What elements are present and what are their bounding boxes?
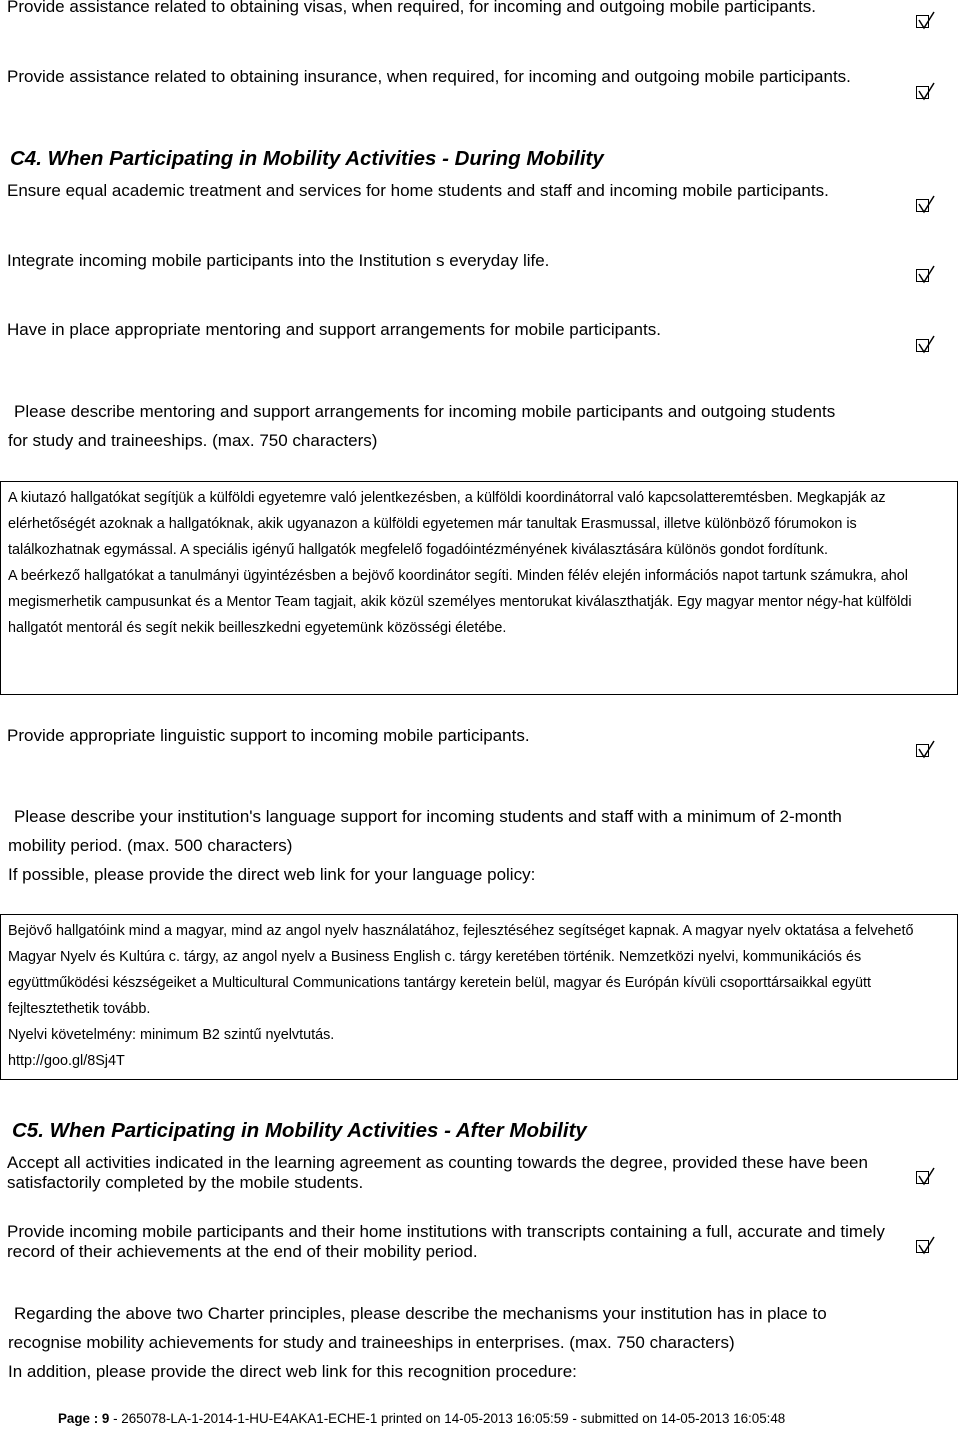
question-line: Please describe mentoring and support arrangements for incoming mobile participants and outgoing students <box>14 402 836 421</box>
question-line: Regarding the above two Charter principles, please describe the mechanisms your institution has in place to <box>14 1304 827 1323</box>
checked-checkbox-icon <box>916 339 929 352</box>
language-policy-link[interactable]: http://goo.gl/8Sj4T <box>8 1053 125 1069</box>
answer-paragraph: A kiutazó hallgatókat segítjük a külföldi egyetemre való jelentkezésben, a külföldi koordinátorral való kapcsolatteremtésben. Megkapják az elérhetőségét azoknak a hallgatóknak, akik ugyanazon a külföldi egyetemen már tanultak Erasmussal, illetve különböző fórumokon is találkozhatnak egymással. A speciális igényű hallgatók megfelelő fogadóintézményének kiválasztására különös gondot fordítunk. <box>8 490 886 558</box>
checked-checkbox-icon <box>916 1240 929 1253</box>
question-line: Please describe your institution's language support for incoming students and staff with a minimum of 2-month <box>14 807 842 826</box>
checked-checkbox-icon <box>916 199 929 212</box>
c4-item-integrate: Integrate incoming mobile participants into the Institution s everyday life. <box>7 251 550 270</box>
checked-checkbox-icon <box>916 86 929 99</box>
checked-checkbox-icon <box>916 15 929 28</box>
c3-item-insurance: Provide assistance related to obtaining insurance, when required, for incoming and outgoing mobile participants. <box>7 67 851 86</box>
question-mentoring <box>8 397 953 455</box>
section-heading-c5: C5. When Participating in Mobility Activities - After Mobility <box>12 1119 587 1142</box>
question-line: mobility period. (max. 500 characters) <box>8 836 293 855</box>
question-line: for study and traineeships. (max. 750 characters) <box>8 431 378 450</box>
question-line: In addition, please provide the direct web link for this recognition procedure: <box>8 1362 577 1381</box>
c5-item-accept-activities: Accept all activities indicated in the learning agreement as counting towards the degree, provided these have been satisfactorily completed by the mobile students. <box>7 1153 868 1192</box>
question-language-support <box>8 802 953 889</box>
footer-document-info: - 265078-LA-1-2014-1-HU-E4AKA1-ECHE-1 printed on 14-05-2013 16:05:59 - submitted on 14-05-2013 16:05:48 <box>109 1411 786 1426</box>
answer-paragraph: Bejövő hallgatóink mind a magyar, mind az angol nyelv használatához, fejlesztéséhez segítséget kapnak. A magyar nyelv oktatása a felvehető Magyar Nyelv és Kultúra c. tárgy, az angol nyelv a Business English c. tárgy keretében történik. Nemzetközi nyelvi, kommunikációs és együttműködési készségeiket a Multicultural Communications tantárgy keretein belül, magyar és Európán kívüli csoporttársaikkal együtt fejltesztethetik tovább. <box>8 923 914 1017</box>
answer-box-language <box>0 914 958 1080</box>
question-line: If possible, please provide the direct web link for your language policy: <box>8 865 536 884</box>
question-recognition <box>8 1299 953 1386</box>
page-footer <box>58 1409 785 1429</box>
question-line: recognise mobility achievements for study and traineeships in enterprises. (max. 750 characters) <box>8 1333 735 1352</box>
answer-box-mentoring <box>0 481 958 695</box>
c5-item-transcripts: Provide incoming mobile participants and their home institutions with transcripts containing a full, accurate and timely record of their achievements at the end of their mobility period. <box>7 1222 885 1261</box>
c4-item-linguistic: Provide appropriate linguistic support to incoming mobile participants. <box>7 726 530 745</box>
c4-item-mentoring: Have in place appropriate mentoring and support arrangements for mobile participants. <box>7 320 661 339</box>
c3-item-visas: Provide assistance related to obtaining visas, when required, for incoming and outgoing mobile participants. <box>7 0 816 16</box>
answer-paragraph: A beérkező hallgatókat a tanulmányi ügyintézésben a bejövő koordinátor segíti. Minden félév elején információs napot tartunk számukra, ahol megismerhetik campusunkat és a Mentor Team tagjait, akik közül személyes mentorukat kiválaszthatják. Egy magyar mentor négy-hat külföldi hallgatót mentorál és segít nekik beilleszkedni egyetemünk közösségi életébe. <box>8 568 912 636</box>
c4-item-equal-treatment: Ensure equal academic treatment and services for home students and staff and incoming mobile participants. <box>7 181 829 200</box>
checked-checkbox-icon <box>916 744 929 757</box>
checked-checkbox-icon <box>916 269 929 282</box>
page-number: Page : 9 <box>58 1411 110 1426</box>
checked-checkbox-icon <box>916 1171 929 1184</box>
answer-paragraph: Nyelvi követelmény: minimum B2 szintű nyelvtutás. <box>8 1027 335 1043</box>
section-heading-c4: C4. When Participating in Mobility Activities - During Mobility <box>10 147 604 170</box>
